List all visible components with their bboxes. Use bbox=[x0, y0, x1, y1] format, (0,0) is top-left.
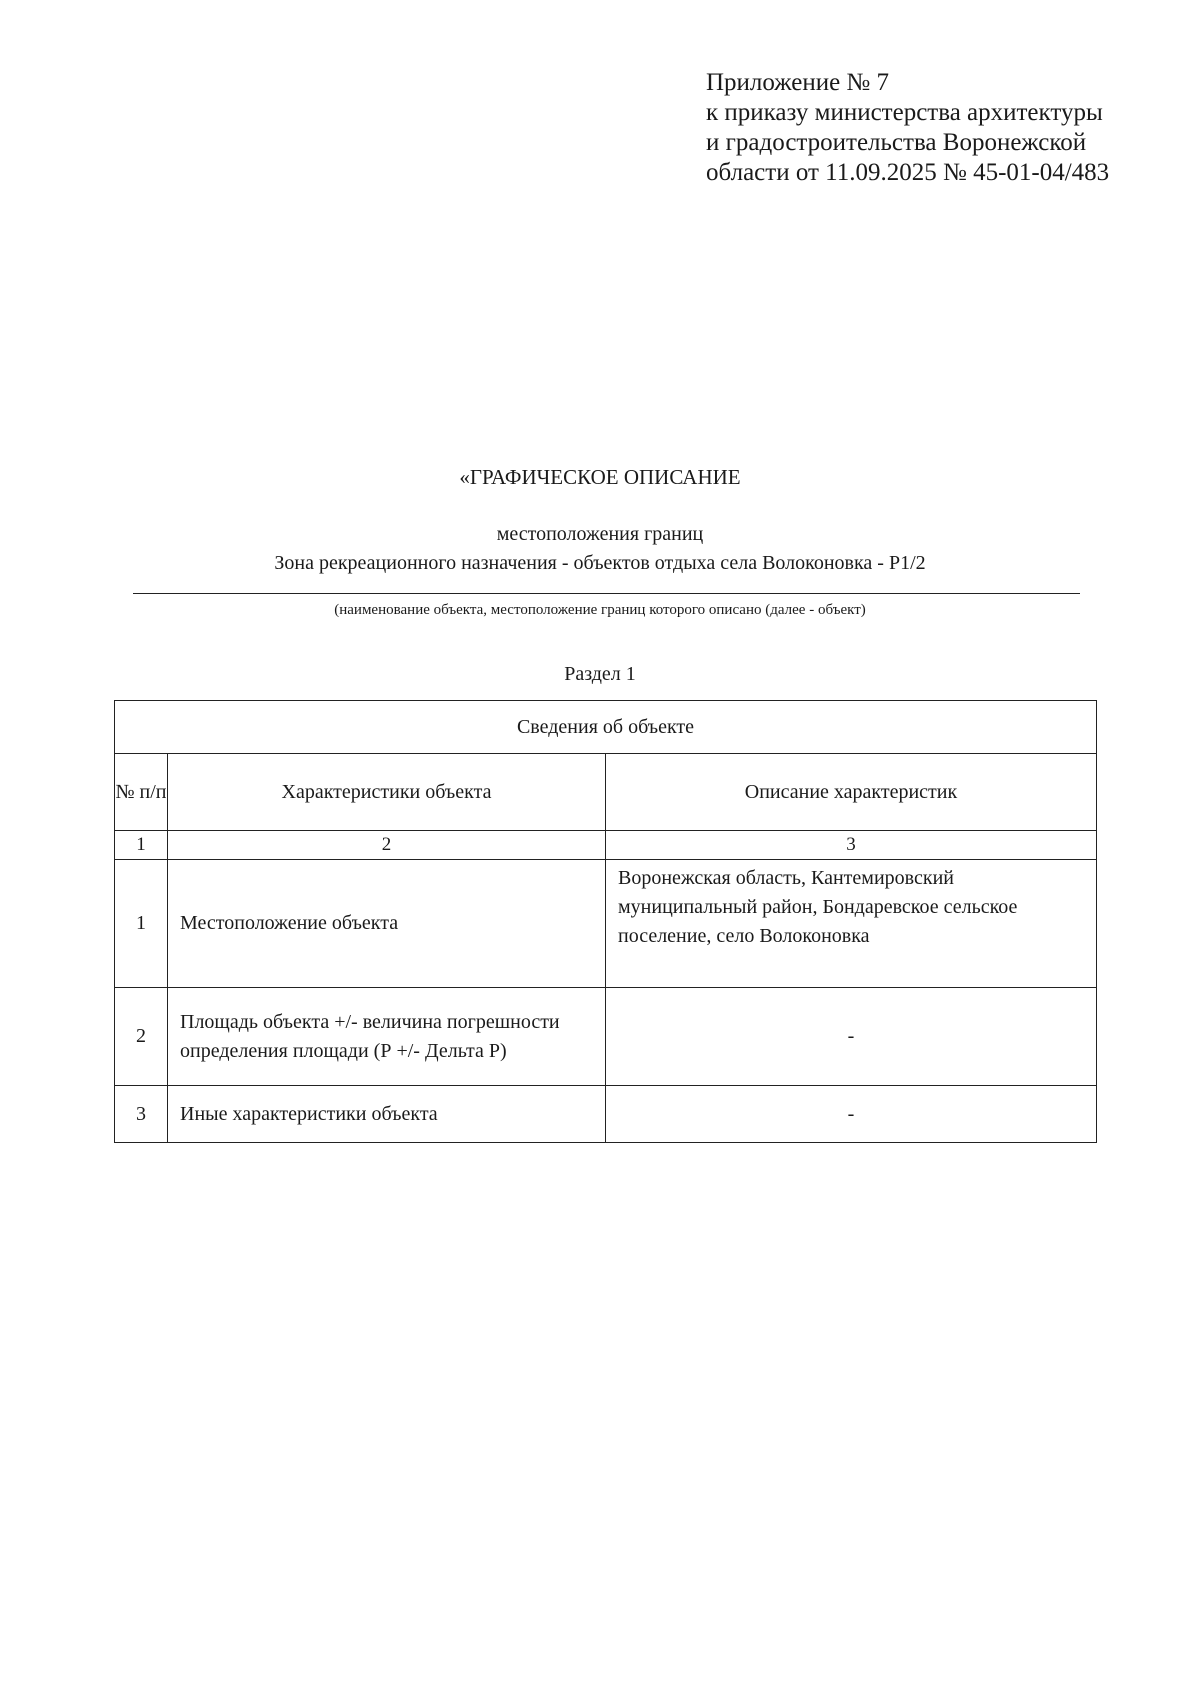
object-name: Зона рекреационного назначения - объектов отдыха села Волоконовка - Р1/2 bbox=[274, 552, 926, 574]
appendix-line: и градостроительства Воронежской bbox=[706, 129, 1087, 156]
table-row bbox=[115, 1086, 1097, 1143]
table-column-index-row bbox=[115, 831, 1097, 860]
row-description: Воронежская область, Кантемировский муниципальный район, Бондаревское сельское поселение, село Волоконовка bbox=[606, 860, 1097, 988]
section-title: Раздел 1 bbox=[564, 663, 636, 685]
column-header-description: Описание характеристик bbox=[606, 754, 1097, 831]
document-subtitle: местоположения границ bbox=[496, 523, 704, 545]
appendix-line: к приказу министерства архитектуры bbox=[706, 99, 1103, 126]
row-num: 3 bbox=[115, 1086, 168, 1143]
table-columns-row bbox=[115, 754, 1097, 831]
appendix-line: области от 11.09.2025 № 45-01-04/483 bbox=[706, 159, 1110, 186]
column-index: 2 bbox=[168, 831, 606, 860]
row-characteristic: Местоположение объекта bbox=[168, 860, 606, 988]
row-description: - bbox=[606, 1086, 1097, 1143]
column-header-characteristic: Характеристики объекта bbox=[168, 754, 606, 831]
appendix-line: Приложение № 7 bbox=[706, 69, 890, 96]
row-characteristic: Площадь объекта +/- величина погрешности определения площади (Р +/- Дельта Р) bbox=[168, 988, 606, 1086]
column-index: 3 bbox=[606, 831, 1097, 860]
table-header-row bbox=[115, 701, 1097, 754]
table-row bbox=[115, 988, 1097, 1086]
row-description: - bbox=[606, 988, 1097, 1086]
object-name-caption: (наименование объекта, местоположение границ которого описано (далее - объект) bbox=[334, 602, 866, 618]
row-num: 1 bbox=[115, 860, 168, 988]
object-name-underline bbox=[133, 593, 1080, 594]
appendix-reference bbox=[706, 68, 1109, 188]
table-row bbox=[115, 860, 1097, 988]
table-header: Сведения об объекте bbox=[115, 701, 1097, 754]
row-characteristic: Иные характеристики объекта bbox=[168, 1086, 606, 1143]
column-index: 1 bbox=[115, 831, 168, 860]
document-title: «ГРАФИЧЕСКОЕ ОПИСАНИЕ bbox=[459, 465, 741, 489]
object-info-table bbox=[114, 700, 1097, 1143]
row-num: 2 bbox=[115, 988, 168, 1086]
column-header-num: № п/п bbox=[115, 754, 168, 831]
